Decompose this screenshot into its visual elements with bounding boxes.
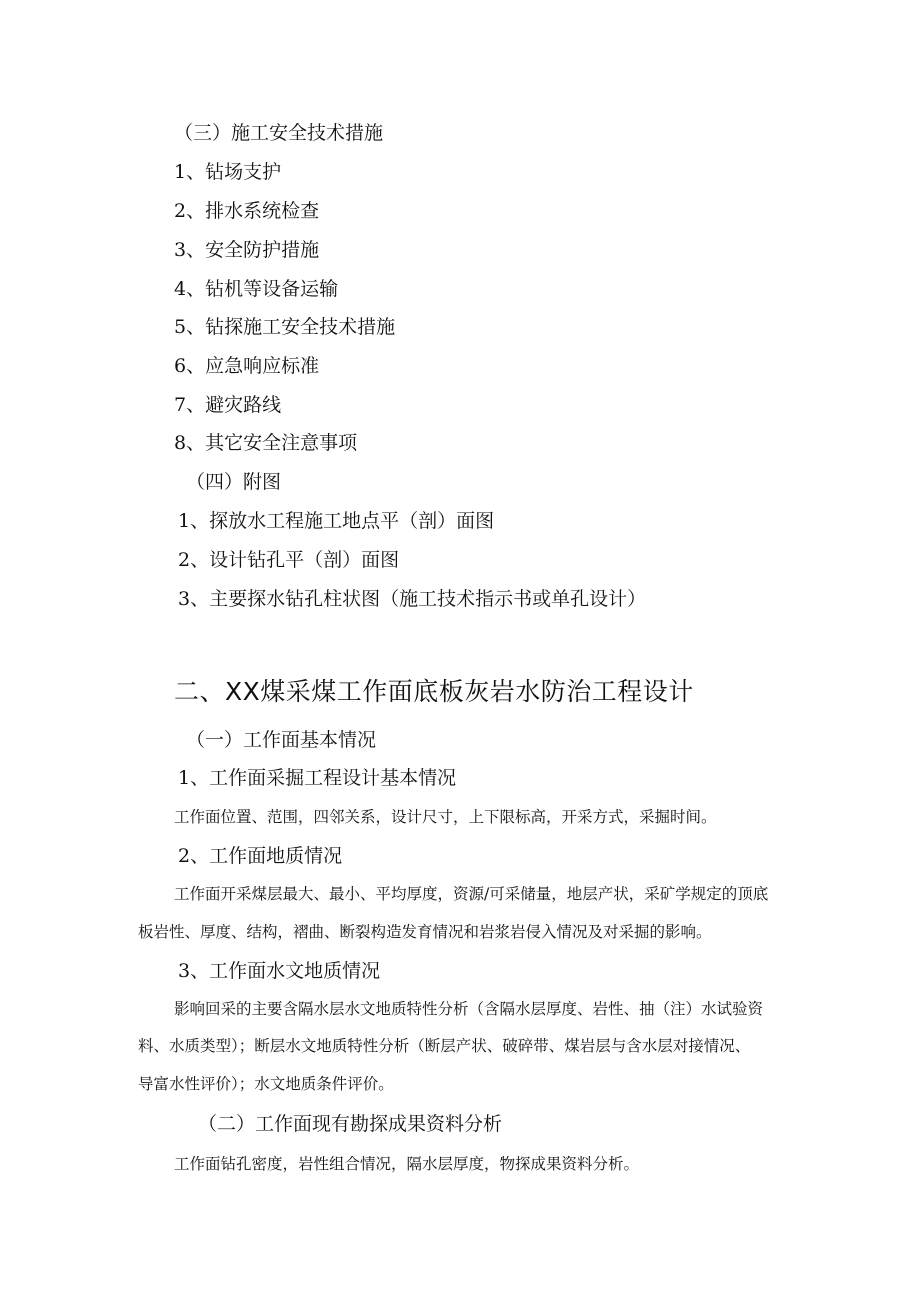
section4-item: 3、主要探水钻孔柱状图（施工技术指示书或单孔设计） [178,588,647,610]
section3-item: 5、钻探施工安全技术措施 [174,316,396,338]
section4-item: 1、探放水工程施工地点平（剖）面图 [178,510,495,532]
section3-item: 7、避灾路线 [174,394,282,416]
section3-item: 8、其它安全注意事项 [174,432,358,454]
item1-text: 工作面位置、范围，四邻关系，设计尺寸，上下限标高，开采方式，采掘时间。 [174,808,717,826]
section3-item: 4、钻机等设备运输 [174,278,339,300]
section4-heading: （四）附图 [186,471,282,493]
section3-heading: （三）施工安全技术措施 [174,122,384,144]
item1-heading: 1、工作面采掘工程设计基本情况 [178,767,457,789]
sub2-text: 工作面钻孔密度，岩性组合情况，隔水层厚度，物探成果资料分析。 [174,1155,640,1173]
item2-text-line: 工作面开采煤层最大、最小、平均厚度，资源/可采储量，地层产状，采矿学规定的顶底 [174,885,769,903]
item2-text-line: 板岩性、厚度、结构，褶曲、断裂构造发育情况和岩浆岩侵入情况及对采掘的影响。 [138,923,712,941]
section3-item: 2、排水系统检查 [174,200,320,222]
item3-heading: 3、工作面水文地质情况 [178,960,381,982]
item2-heading: 2、工作面地质情况 [178,845,343,867]
section3-item: 1、钻场支护 [174,161,282,183]
item3-text-line: 影响回采的主要含隔水层水文地质特性分析（含隔水层厚度、岩性、抽（注）水试验资 [174,1000,764,1018]
sub2-heading: （二）工作面现有勘探成果资料分析 [198,1113,503,1135]
section4-item: 2、设计钻孔平（剖）面图 [178,549,400,571]
chapter-title: 二、XX煤采煤工作面底板灰岩水防治工程设计 [174,677,694,706]
item3-text-line: 导富水性评价）；水文地质条件评价。 [138,1075,394,1093]
section3-item: 3、安全防护措施 [174,239,320,261]
section3-item: 6、应急响应标准 [174,355,320,377]
item3-text-line: 料、水质类型）；断层水文地质特性分析（断层产状、破碎带、煤岩层与含水层对接情况、 [138,1037,751,1055]
sub1-heading: （一）工作面基本情况 [186,729,377,751]
